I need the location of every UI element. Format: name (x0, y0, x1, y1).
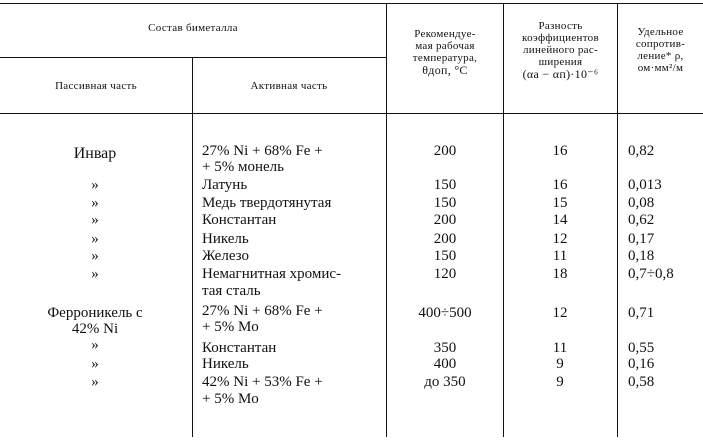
row-7-temp: 400÷500 (418, 305, 472, 321)
row-5-diff: 11 (552, 248, 568, 264)
header-temperature-line1: Рекомендуе- (414, 28, 476, 40)
row-3-rho: 0,62 (628, 212, 655, 228)
row-9-passive: » (91, 356, 99, 372)
row-7-active-line1: 27% Ni + 68% Fe + (202, 303, 323, 319)
header-resistivity (618, 26, 703, 74)
row-9-rho: 0,16 (628, 356, 655, 372)
row-7-rho: 0,71 (628, 305, 655, 321)
header-expansion-line5: (αа − αп)·10⁻⁶ (522, 67, 599, 81)
row-1-temp: 150 (433, 177, 457, 193)
row-10-active-line1: 42% Ni + 53% Fe + (202, 374, 323, 390)
row-0-diff: 16 (552, 143, 568, 159)
row-9-diff: 9 (556, 356, 564, 372)
row-4-temp: 200 (433, 231, 457, 247)
row-8-rho: 0,55 (628, 340, 655, 356)
row-0-temp: 200 (433, 143, 457, 159)
row-0-active-line2: + 5% монель (202, 159, 284, 175)
row-9-active: Никель (202, 356, 249, 372)
row-7-diff: 12 (552, 305, 568, 321)
header-active: Активная часть (250, 80, 328, 92)
header-expansion-line2: коэффициентов (522, 32, 599, 44)
row-4-passive: » (91, 231, 99, 247)
row-9-temp: 400 (433, 356, 457, 372)
header-composition: Состав биметалла (148, 22, 238, 34)
row-4-active: Никель (202, 231, 249, 247)
row-0-passive: Инвар (73, 145, 117, 162)
row-5-active: Железо (202, 248, 249, 264)
row-8-diff: 11 (552, 340, 568, 356)
row-6-passive: » (91, 266, 99, 282)
header-expansion (504, 20, 617, 80)
header-resistivity-line3: ление* ρ, (637, 50, 684, 62)
row-8-passive: » (91, 337, 99, 353)
header-temperature-line3: температура, (412, 52, 478, 64)
row-1-rho: 0,013 (628, 177, 662, 193)
header-resistivity-line2: сопротив- (635, 38, 686, 50)
row-1-diff: 16 (552, 177, 568, 193)
header-temperature-line2: мая рабочая (415, 40, 475, 52)
row-0-active-line1: 27% Ni + 68% Fe + (202, 143, 323, 159)
top-rule (0, 3, 703, 4)
row-7-passive-line1: Ферроникель с (47, 305, 143, 321)
row-5-temp: 150 (433, 248, 457, 264)
row-10-temp: до 350 (424, 374, 466, 390)
row-1-passive: » (91, 177, 99, 193)
col-divider-1 (192, 57, 193, 437)
row-5-rho: 0,18 (628, 248, 655, 264)
row-2-temp: 150 (433, 195, 457, 211)
header-expansion-line1: Разность (538, 20, 583, 32)
row-6-diff: 18 (552, 266, 568, 282)
row-3-passive: » (91, 212, 99, 228)
header-temperature-line4: θдоп, °С (422, 63, 468, 77)
header-expansion-line3: линейного рас- (522, 44, 599, 56)
row-1-active: Латунь (202, 177, 248, 193)
header-bottom-rule (0, 113, 703, 114)
row-10-diff: 9 (556, 374, 564, 390)
row-3-active: Константан (202, 212, 277, 228)
header-resistivity-line1: Удельное (637, 26, 684, 38)
row-7-passive-line2: 42% Ni (71, 321, 119, 337)
row-6-rho: 0,7÷0,8 (628, 266, 674, 282)
header-temperature (388, 28, 502, 76)
row-4-rho: 0,17 (628, 231, 655, 247)
row-2-passive: » (91, 195, 99, 211)
row-8-active: Константан (202, 340, 277, 356)
row-2-diff: 15 (552, 195, 568, 211)
row-5-passive: » (91, 248, 99, 264)
row-10-rho: 0,58 (628, 374, 655, 390)
row-8-temp: 350 (433, 340, 457, 356)
header-resistivity-line4: ом·мм²/м (637, 62, 684, 74)
row-6-active-line2: тая сталь (202, 283, 261, 299)
row-7-active-line2: + 5% Mo (202, 319, 259, 335)
row-10-passive: » (91, 374, 99, 390)
row-2-rho: 0,08 (628, 195, 655, 211)
row-3-diff: 14 (552, 212, 568, 228)
header-expansion-line4: ширения (538, 56, 583, 68)
row-2-active: Медь твердотянутая (202, 195, 332, 211)
composition-rule (0, 57, 386, 58)
header-passive: Пассивная часть (55, 80, 137, 92)
row-3-temp: 200 (433, 212, 457, 228)
row-6-temp: 120 (433, 266, 457, 282)
row-10-active-line2: + 5% Mo (202, 391, 259, 407)
row-6-active-line1: Немагнитная хромис- (202, 266, 342, 282)
row-0-rho: 0,82 (628, 143, 655, 159)
row-4-diff: 12 (552, 231, 568, 247)
